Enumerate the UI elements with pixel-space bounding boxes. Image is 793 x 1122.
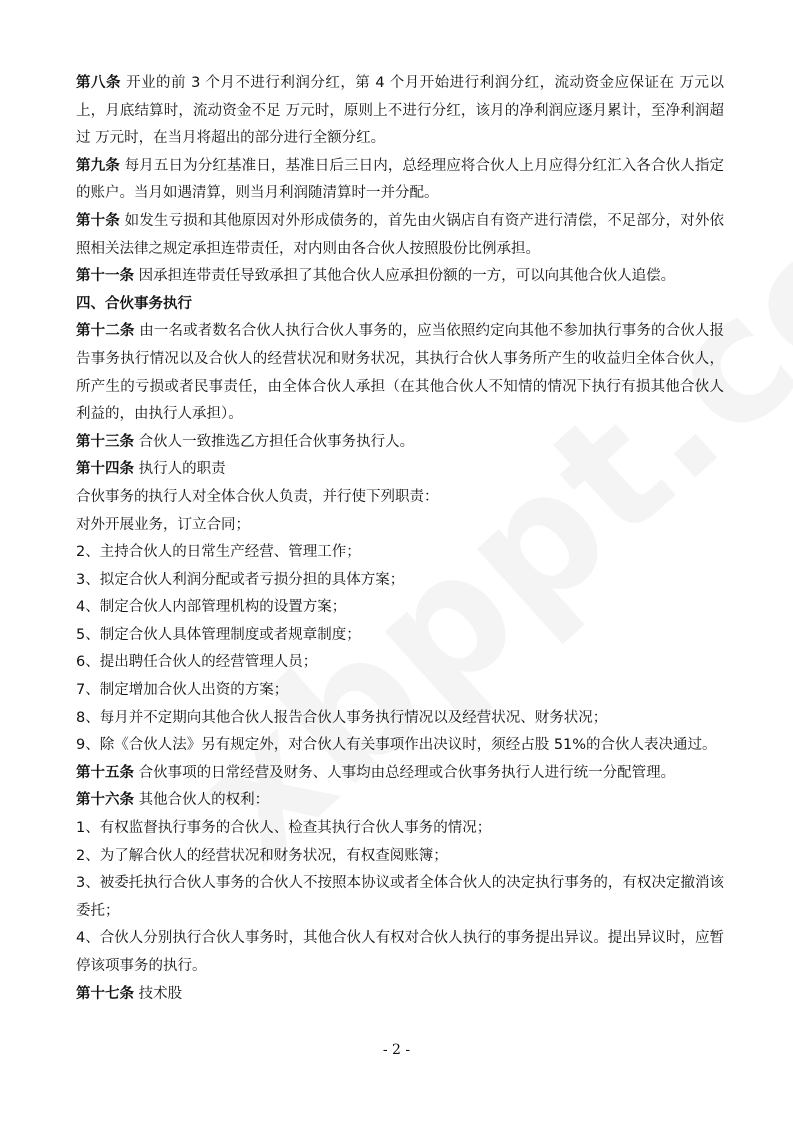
list-item: 3、拟定合伙人利润分配或者亏损分担的具体方案；	[76, 571, 405, 588]
article-10	[76, 208, 724, 263]
article-8	[76, 70, 724, 153]
list-item: 9、除《合伙人法》另有规定外，对合伙人有关事项作出决议时，须经占股 51%的合伙人表决通过。	[76, 737, 717, 754]
article-text: 每月五日为分红基准日，基准日后三日内，总经理应将合伙人上月应得分红汇入各合伙人指定的账户。当月如遇清算，则当月利润随清算时一并分配。	[76, 157, 725, 202]
article-14	[76, 456, 724, 484]
article-text: 由一名或者数名合伙人执行合伙人事务的，应当依照约定向其他不参加执行事务的合伙人报告事务执行情况以及合伙人的经营状况和财务状况，其执行合伙人事务所产生的收益归全体合伙人，所产生的亏损或者民事责任，由全体合伙人承担（在其他合伙人不知情的情况下执行有损其他合伙人利益的，由执行人承担）。	[76, 323, 725, 423]
article-13	[76, 429, 724, 457]
article-label: 第十二条	[76, 323, 135, 340]
article-label: 第十五条	[76, 764, 134, 781]
section-heading: 四、合伙事务执行	[76, 295, 192, 312]
list-item: 6、提出聘任合伙人的经营管理人员；	[76, 654, 318, 671]
article-label: 第十三条	[76, 433, 134, 450]
list-item: 1、有权监督执行事务的合伙人、检查其执行合伙人事务的情况；	[76, 820, 492, 837]
list-item: 对外开展业务，订立合同；	[76, 516, 250, 533]
article-text: 因承担连带责任导致承担了其他合伙人应承担份额的一方，可以向其他合伙人追偿。	[138, 268, 676, 285]
article-label: 第十条	[76, 212, 120, 229]
article-15	[76, 760, 724, 788]
article-text: 合伙人一致推选乙方担任合伙事务执行人。	[138, 433, 415, 450]
article-text: 其他合伙人的权利：	[138, 792, 270, 809]
list-item: 8、每月并不定期向其他合伙人报告合伙人事务执行情况以及经营状况、财务状况；	[76, 709, 608, 726]
article-text: 合伙事项的日常经营及财务、人事均由总经理或合伙事务执行人进行统一分配管理。	[138, 764, 676, 781]
list-item: 5、制定合伙人具体管理制度或者规章制度；	[76, 626, 361, 643]
article-text: 技术股	[138, 985, 183, 1002]
article-text: 如发生亏损和其他原因对外形成债务的，首先由火锅店自有资产进行清偿，不足部分，对外依照相关法律之规定承担连带责任，对内则由各合伙人按照股份比例承担。	[76, 212, 725, 257]
article-17	[76, 981, 724, 1009]
article-11	[76, 263, 724, 291]
list-item: 4、制定合伙人内部管理机构的设置方案；	[76, 599, 347, 616]
paragraph: 合伙事务的执行人对全体合伙人负责，并行使下列职责：	[76, 488, 439, 505]
document-body	[76, 70, 724, 1008]
list-item: 2、为了解合伙人的经营状况和财务状况，有权查阅账簿；	[76, 847, 448, 864]
article-label: 第八条	[76, 75, 121, 91]
article-text: 执行人的职责	[138, 461, 226, 478]
article-label: 第十四条	[76, 461, 134, 478]
article-text: 开业的前 3 个月不进行利润分红，第 4 个月开始进行利润分红，流动资金应保证在 万元以上，月底结算时，流动资金不足 万元时，原则上不进行分红，该月的净利润应逐月累计，至净利润超过 万元时，在当月将超出的部分进行全额分红。	[76, 75, 725, 147]
article-16	[76, 787, 724, 815]
article-12	[76, 318, 724, 428]
article-9	[76, 153, 724, 208]
article-label: 第十一条	[76, 268, 134, 285]
article-label: 第十六条	[76, 792, 134, 809]
list-item: 7、制定增加合伙人出资的方案；	[76, 682, 289, 699]
article-label: 第十七条	[76, 985, 134, 1002]
article-label: 第九条	[76, 157, 120, 174]
page-number: - 2 -	[382, 1042, 411, 1058]
list-item: 2、主持合伙人的日常生产经营、管理工作；	[76, 544, 361, 561]
list-item: 4、合伙人分别执行合伙人事务时，其他合伙人有权对合伙人执行的事务提出异议。提出异议时，应暂停该项事务的执行。	[76, 930, 724, 974]
list-item: 3、被委托执行合伙人事务的合伙人不按照本协议或者全体合伙人的决定执行事务的，有权决定撤消该委托；	[76, 875, 724, 919]
